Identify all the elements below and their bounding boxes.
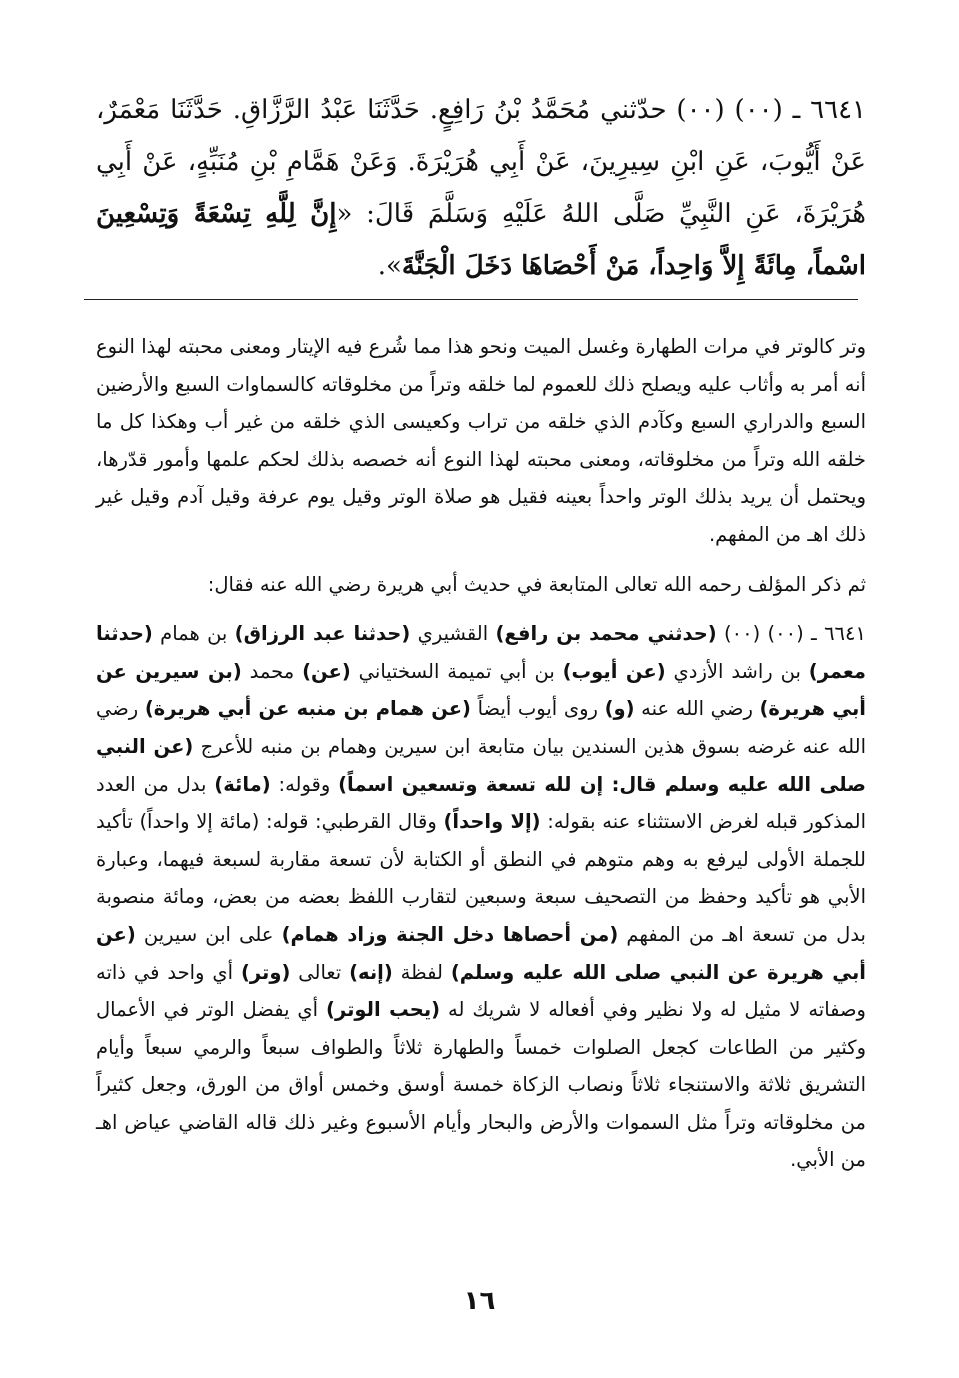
commentary-text: وقوله: xyxy=(270,772,339,796)
commentary-text: لفظة xyxy=(392,960,451,984)
bold-quote: (عن أبي هريرة عن النبي صلى الله عليه وسلم) xyxy=(96,922,866,984)
bold-quote: (عن أيوب) xyxy=(562,659,666,683)
commentary-text: بدل من العدد المذكور قبله لغرض الاستثناء عنه بقوله: xyxy=(96,772,866,834)
page-number: ١٦ xyxy=(463,1286,496,1316)
bold-quote: (إلا واحداً) xyxy=(443,810,541,834)
hadith-matn: إِنَّ لِلَّهِ تِسْعَةً وَتِسْعِينَ اسْماً، مِائَةً إِلاَّ وَاحِداً، مَنْ أَحْصَاهَا دَخَلَ الْجَنَّةَ xyxy=(96,199,866,281)
commentary-paragraph-3 xyxy=(96,615,866,1179)
bold-quote: (عن همام بن منبه عن أبي هريرة) xyxy=(144,697,471,721)
commentary-paragraph-1: وتر كالوتر في مرات الطهارة وغسل الميت ونحو هذا مما شُرع فيه الإيتار ومعنى محبته لهذا النوع أنه أمر به وأثاب عليه ويصلح ذلك للعموم لما خلقه وتراً من مخلوقاته كالسماوات السبع والأرضين السبع والدراري السبع وكآدم الذي خلقه من تراب وكعيسى الذي خلقه من غير أب وهكذا كل ما خلقه الله وتراً من مخلوقاته، ومعنى محبته لهذا النوع أنه خصصه بذلك لحكم علمها وأمور قدّرها، ويحتمل أن يريد بذلك الوتر واحداً بعينه فقيل هو صلاة الوتر وقيل يوم عرفة وقيل آدم وقيل غير ذلك اهـ من المفهم. xyxy=(96,335,866,546)
commentary-text: على ابن سيرين xyxy=(135,922,282,946)
commentary-text: أي واحد في ذاته وصفاته لا مثيل له ولا نظير وفي أفعاله لا شريك له xyxy=(96,960,866,1022)
commentary-text: تعالى xyxy=(290,960,350,984)
bold-quote: (إنه) xyxy=(349,960,393,984)
commentary-text: بن راشد الأزدي xyxy=(665,659,809,683)
bold-quote: (و) xyxy=(604,697,635,721)
commentary-text: القشيري xyxy=(410,622,496,646)
hadith-text xyxy=(96,84,866,292)
bold-quote: (عن النبي صلى الله عليه وسلم قال: إن لله تسعة وتسعين اسماً) xyxy=(96,734,867,796)
bold-quote: (يحب الوتر) xyxy=(326,998,441,1022)
bold-quote: (مائة) xyxy=(214,772,271,796)
hadith-chain: ٦٦٤١ ـ (٠٠) (٠٠) حدّثني مُحَمَّدُ بْنُ رَافِعٍ. حَدَّثَنَا عَبْدُ الرَّزَّاقِ. حَدَّثَنَا مَعْمَرٌ، عَنْ أَيُّوبَ، عَنِ ابْنِ سِيرِينَ، عَنْ أَبِي هُرَيْرَةَ. وَعَنْ هَمَّامِ بْنِ مُنَبِّهٍ، عَنْ أَبِي هُرَيْرَةَ، عَنِ النَّبِيِّ صَلَّى اللهُ عَلَيْهِ وَسَلَّمَ قَالَ: « xyxy=(96,95,866,229)
bold-quote: (وتر) xyxy=(240,960,291,984)
commentary-text: روى أيوب أيضاً xyxy=(470,697,605,721)
bold-quote: (حدثني محمد بن رافع) xyxy=(495,622,717,646)
commentary xyxy=(96,328,866,1179)
commentary-text: ٦٦٤١ ـ (٠٠) (٠٠) xyxy=(716,622,866,646)
commentary-text: محمد xyxy=(241,659,303,683)
bold-quote: (حدثنا عبد الرزاق) xyxy=(234,622,411,646)
commentary-text: وقال القرطبي: قوله: (مائة إلا واحداً) تأكيد للجملة الأولى ليرفع به وهم متوهم في النطق أو الكتابة لأن تسعة مقاربة لسبعة فيهما، وعبارة الأبي هو تأكيد وحفظ من التصحيف سبعة وسبعين لتقارب اللفظ بعضه من بعض، ومائة منصوبة بدل من تسعة اهـ من المفهم xyxy=(96,810,866,946)
commentary-text: بن همام xyxy=(152,622,235,646)
bold-quote: (حدثنا معمر) xyxy=(96,622,866,683)
commentary-text: بن أبي تميمة السختياني xyxy=(350,659,563,683)
commentary-text: أي يفضل الوتر في الأعمال وكثير من الطاعات كجعل الصلوات خمساً والطهارة ثلاثاً والطواف سبعاً والرمي سبعاً وأيام التشريق ثلاثة والاستنجاء ثلاثاً ونصاب الزكاة خمسة أوسق وخمس أواق من الورق، وجعل كثيراً من مخلوقاته وتراً مثل السموات والأرض والبحار وأيام الأسبوع وغير ذلك قاله القاضي عياض اهـ من الأبي. xyxy=(96,998,866,1172)
bold-quote: (من أحصاها دخل الجنة وزاد همام) xyxy=(281,922,619,946)
divider-line xyxy=(84,299,858,300)
bold-quote: (بن سيرين عن أبي هريرة) xyxy=(96,659,866,721)
commentary-paragraph-2: ثم ذكر المؤلف رحمه الله تعالى المتابعة في حديث أبي هريرة رضي الله عنه فقال: xyxy=(207,572,866,596)
commentary-text: رضي الله عنه xyxy=(634,697,760,721)
commentary-text: رضي الله عنه غرضه بسوق هذين السندين بيان متابعة ابن سيرين وهمام بن منبه للأعرج xyxy=(96,697,866,758)
hadith-closing: ». xyxy=(377,251,402,281)
bold-quote: (عن) xyxy=(302,659,351,683)
